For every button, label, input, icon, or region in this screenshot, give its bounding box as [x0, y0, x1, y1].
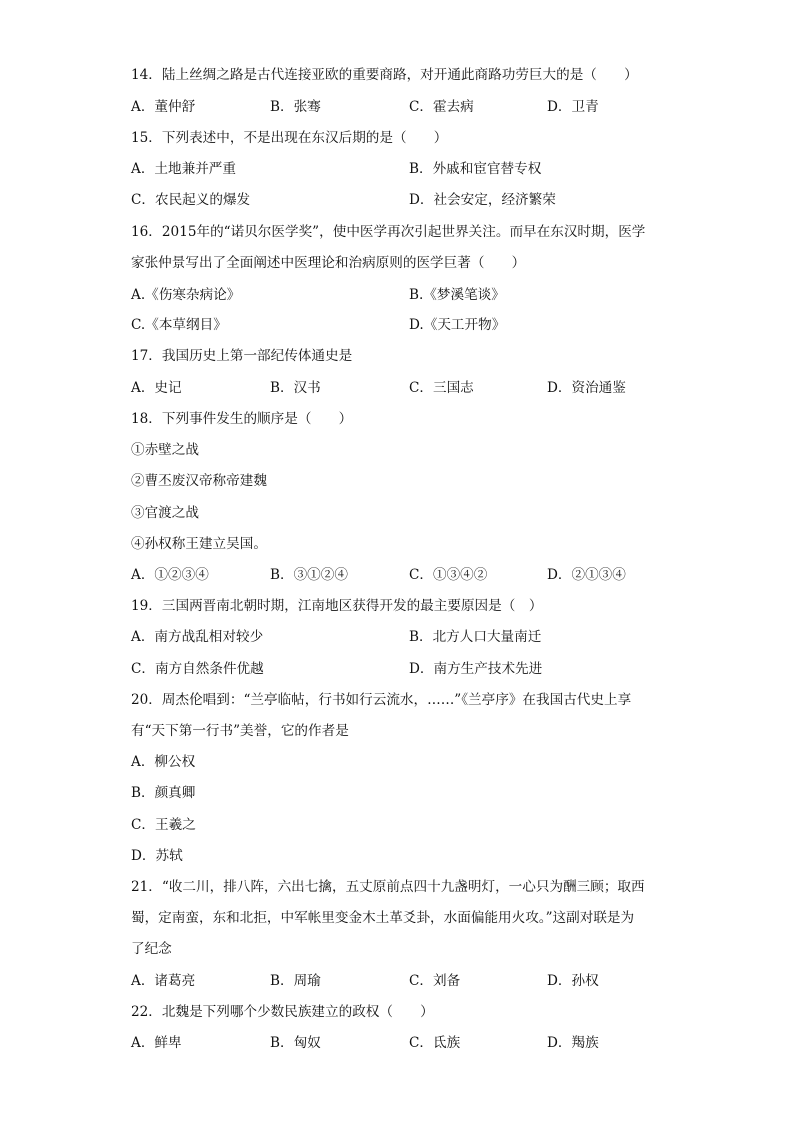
- option-a: A．①②③④: [131, 567, 209, 583]
- option-c: C．刘备: [409, 973, 461, 989]
- option-b: B．颜真卿: [131, 785, 196, 801]
- question-stem: 了纪念: [131, 941, 172, 957]
- question-stem: 21．“收二川，排八阵，六出七擒，五丈原前点四十九盏明灯，一心只为酬三顾；取西: [131, 879, 645, 895]
- option-a: A．鲜卑: [131, 1035, 182, 1051]
- option-d: D．卫青: [547, 99, 599, 115]
- option-b: B.《梦溪笔谈》: [409, 287, 505, 303]
- event-item: ①赤壁之战: [131, 442, 199, 458]
- option-b: B．张骞: [270, 99, 321, 115]
- option-a: A．柳公权: [131, 754, 196, 770]
- option-d: D．资治通鉴: [547, 380, 626, 396]
- option-c: C．①③④②: [409, 567, 488, 583]
- option-d: D.《天工开物》: [409, 317, 506, 333]
- option-c: C．南方自然条件优越: [131, 661, 264, 677]
- question-stem: 家张仲景写出了全面阐述中医理论和治病原则的医学巨著（ ）: [131, 255, 526, 271]
- question-stem: 15．下列表述中，不是出现在东汉后期的是（ ）: [131, 130, 448, 146]
- option-a: A．土地兼并严重: [131, 161, 236, 177]
- option-d: D．羯族: [547, 1035, 599, 1051]
- option-c: C．霍去病: [409, 99, 474, 115]
- option-c: C．氐族: [409, 1035, 461, 1051]
- option-a: A．董仲舒: [131, 99, 196, 115]
- question-stem: 14．陆上丝绸之路是古代连接亚欧的重要商路，对开通此商路功劳巨大的是（ ）: [131, 67, 638, 83]
- option-b: B．北方人口大量南迁: [409, 629, 542, 645]
- option-a: A．史记: [131, 380, 182, 396]
- option-b: B．匈奴: [270, 1035, 321, 1051]
- option-b: B．外戚和宦官替专权: [409, 161, 542, 177]
- option-b: B．汉书: [270, 380, 321, 396]
- option-d: D．孙权: [547, 973, 599, 989]
- question-stem: 16．2015年的“诺贝尔医学奖”，使中医学再次引起世界关注。而早在东汉时期，医学: [131, 224, 646, 240]
- option-d: D．社会安定，经济繁荣: [409, 192, 556, 208]
- option-b: B．周瑜: [270, 973, 321, 989]
- option-c: C．王羲之: [131, 817, 196, 833]
- option-c: C．三国志: [409, 380, 474, 396]
- question-stem: 18．下列事件发生的顺序是（ ）: [131, 411, 353, 427]
- option-a: A．南方战乱相对较少: [131, 629, 264, 645]
- option-d: D．②①③④: [547, 567, 626, 583]
- option-b: B．③①②④: [270, 567, 348, 583]
- event-item: ③官渡之战: [131, 505, 199, 521]
- event-item: ④孙权称王建立吴国。: [131, 536, 267, 552]
- option-d: D．苏轼: [131, 848, 183, 864]
- question-stem: 17．我国历史上第一部纪传体通史是: [131, 348, 353, 364]
- option-a: A.《伤寒杂病论》: [131, 287, 241, 303]
- option-c: C.《本草纲目》: [131, 317, 227, 333]
- question-stem: 20．周杰伦唱到：“兰亭临帖，行书如行云流水，……”《兰亭序》在我国古代史上享: [131, 692, 632, 708]
- question-stem: 22．北魏是下列哪个少数民族建立的政权（ ）: [131, 1004, 434, 1020]
- option-d: D．南方生产技术先进: [409, 661, 543, 677]
- event-item: ②曹丕废汉帝称帝建魏: [131, 473, 267, 489]
- question-stem: 19．三国两晋南北朝时期，江南地区获得开发的最主要原因是（ ）: [131, 598, 543, 614]
- question-stem: 蜀，定南蛮，东和北拒，中军帐里变金木土革爻卦，水面偏能用火攻。”这副对联是为: [131, 910, 635, 926]
- option-a: A．诸葛亮: [131, 973, 196, 989]
- option-c: C．农民起义的爆发: [131, 192, 251, 208]
- question-stem: 有“天下第一行书”美誉，它的作者是: [131, 723, 349, 739]
